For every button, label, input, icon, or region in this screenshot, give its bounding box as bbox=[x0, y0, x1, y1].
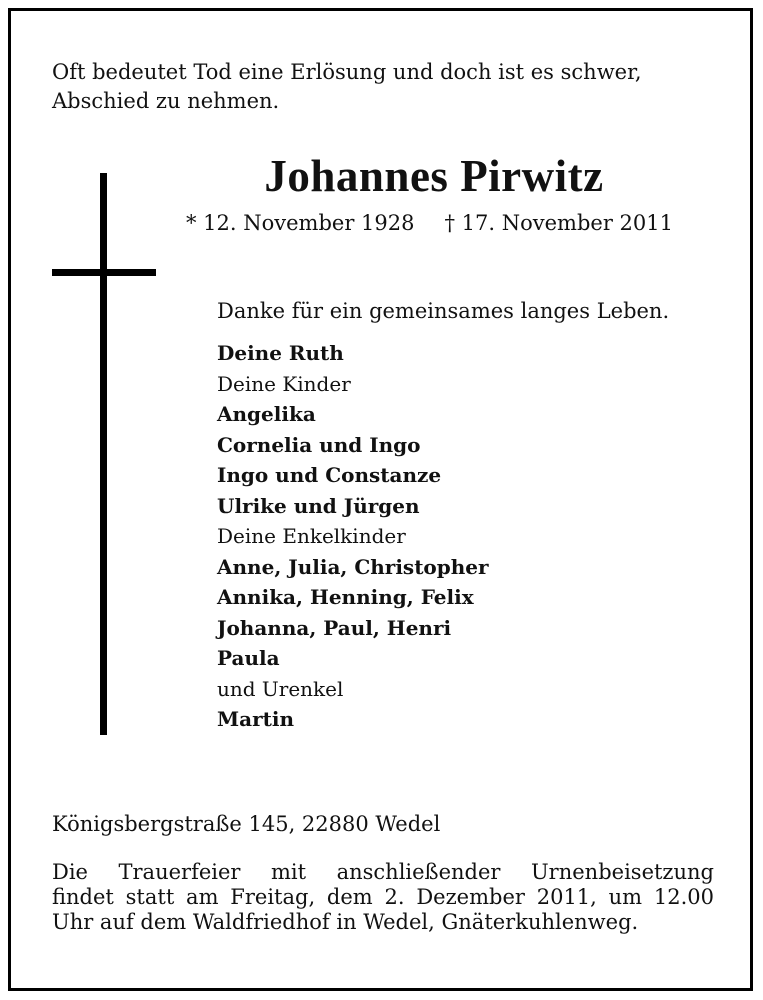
intro-quote bbox=[52, 58, 642, 116]
life-dates bbox=[186, 211, 673, 235]
mourner-line: Paula bbox=[217, 646, 280, 670]
funeral-line: Uhr auf dem Waldfriedhof in Wedel, Gnäterkuhlenweg. bbox=[52, 910, 639, 934]
mourners-list bbox=[217, 297, 669, 735]
mourner-line: und Urenkel bbox=[217, 676, 344, 701]
funeral-info bbox=[52, 860, 714, 935]
funeral-line: Die Trauerfeier mit anschließender Urnenbeisetzung bbox=[52, 860, 714, 884]
intro-line: Oft bedeutet Tod eine Erlösung und doch ist es schwer, bbox=[52, 60, 642, 84]
mourner-line: Annika, Henning, Felix bbox=[217, 585, 474, 609]
mourner-line: Deine Enkelkinder bbox=[217, 524, 406, 548]
mourner-line: Johanna, Paul, Henri bbox=[217, 615, 452, 640]
funeral-line: findet statt am Freitag, dem 2. Dezember 2011, um 12.00 bbox=[52, 885, 714, 909]
mourner-line: Anne, Julia, Christopher bbox=[217, 554, 489, 579]
mourner-line: Angelika bbox=[217, 402, 316, 426]
death-date: † 17. November 2011 bbox=[444, 211, 673, 235]
birth-date: * 12. November 1928 bbox=[186, 211, 415, 235]
mourner-line: Deine Kinder bbox=[217, 371, 351, 396]
mourner-line: Cornelia und Ingo bbox=[217, 432, 421, 457]
mourner-line: Ingo und Constanze bbox=[217, 463, 442, 487]
address: Königsbergstraße 145, 22880 Wedel bbox=[52, 812, 441, 836]
cross-icon-bar bbox=[52, 269, 156, 276]
thanks-line: Danke für ein gemeinsames langes Leben. bbox=[217, 299, 670, 323]
mourner-line: Martin bbox=[217, 707, 295, 731]
cross-icon bbox=[100, 173, 107, 735]
mourner-line: Deine Ruth bbox=[217, 341, 344, 365]
deceased-name: Johannes Pirwitz bbox=[264, 151, 604, 201]
mourner-line: Ulrike und Jürgen bbox=[217, 493, 420, 518]
intro-line: Abschied zu nehmen. bbox=[52, 89, 280, 113]
